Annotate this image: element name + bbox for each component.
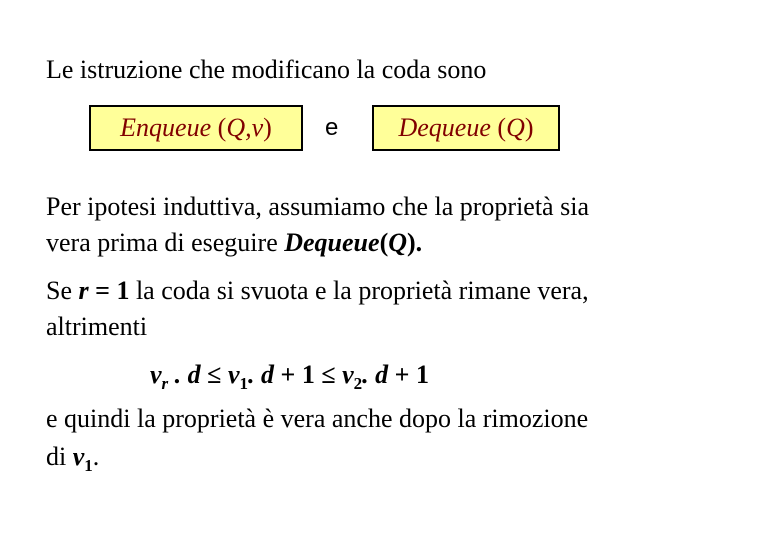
para2-line1 <box>46 276 589 306</box>
conclusion-end: . <box>92 442 100 471</box>
inequality-formula <box>150 360 429 393</box>
leq-symbol-2: ≤ <box>314 360 343 389</box>
enqueue-box <box>89 105 303 151</box>
formula-v-1: v <box>227 360 240 389</box>
cond-var: r <box>78 276 89 305</box>
dequeue-ref: Dequeue <box>284 228 380 257</box>
formula-sub-r: r <box>161 374 169 393</box>
conclusion-sub: 1 <box>84 456 93 475</box>
intro-text: Le istruzione che modificano la coda sono <box>46 55 487 84</box>
para1-line1: Per ipotesi induttiva, assumiamo che la proprietà sia <box>46 192 589 221</box>
dequeue-ref-open: ( <box>379 228 389 257</box>
enqueue-close: ) <box>263 113 272 142</box>
leq-symbol-1: ≤ <box>200 360 228 389</box>
conclusion-line1: e quindi la proprietà è vera anche dopo la rimozione <box>46 404 589 433</box>
formula-v-2: v <box>342 360 354 389</box>
dequeue-close: ) <box>524 113 534 142</box>
para2-post: la coda si svuota e la proprietà rimane vera, <box>129 276 589 305</box>
dequeue-ref-arg: Q <box>388 228 408 257</box>
conclusion-v: v <box>72 442 85 471</box>
conjunction: e <box>325 114 339 141</box>
conclusion-pre: di <box>46 442 73 471</box>
cond-eq: = 1 <box>88 276 130 305</box>
para2-line2: altrimenti <box>46 312 148 341</box>
enqueue-name: Enqueue <box>120 113 212 142</box>
formula-sub-2: 2 <box>353 374 363 393</box>
formula-plus-1b: + 1 <box>388 360 429 389</box>
formula-v-r: v <box>150 360 162 389</box>
dequeue-open: ( <box>490 113 507 142</box>
formula-sub-1: 1 <box>239 374 248 393</box>
enqueue-args: Q,v <box>226 113 264 142</box>
formula-d1: . d <box>168 360 201 389</box>
conclusion-line2 <box>46 442 100 475</box>
formula-d2: . d <box>248 360 274 389</box>
dequeue-args: Q <box>506 113 525 142</box>
dequeue-ref-close: ). <box>407 228 423 257</box>
para1-line2-pre: vera prima di eseguire <box>46 228 285 257</box>
para1-line2 <box>46 228 422 258</box>
formula-d3: . d <box>362 360 389 389</box>
enqueue-open: ( <box>211 113 227 142</box>
formula-plus-1a: + 1 <box>274 360 315 389</box>
dequeue-name: Dequeue <box>398 113 491 142</box>
dequeue-box <box>372 105 560 151</box>
para2-pre: Se <box>46 276 79 305</box>
